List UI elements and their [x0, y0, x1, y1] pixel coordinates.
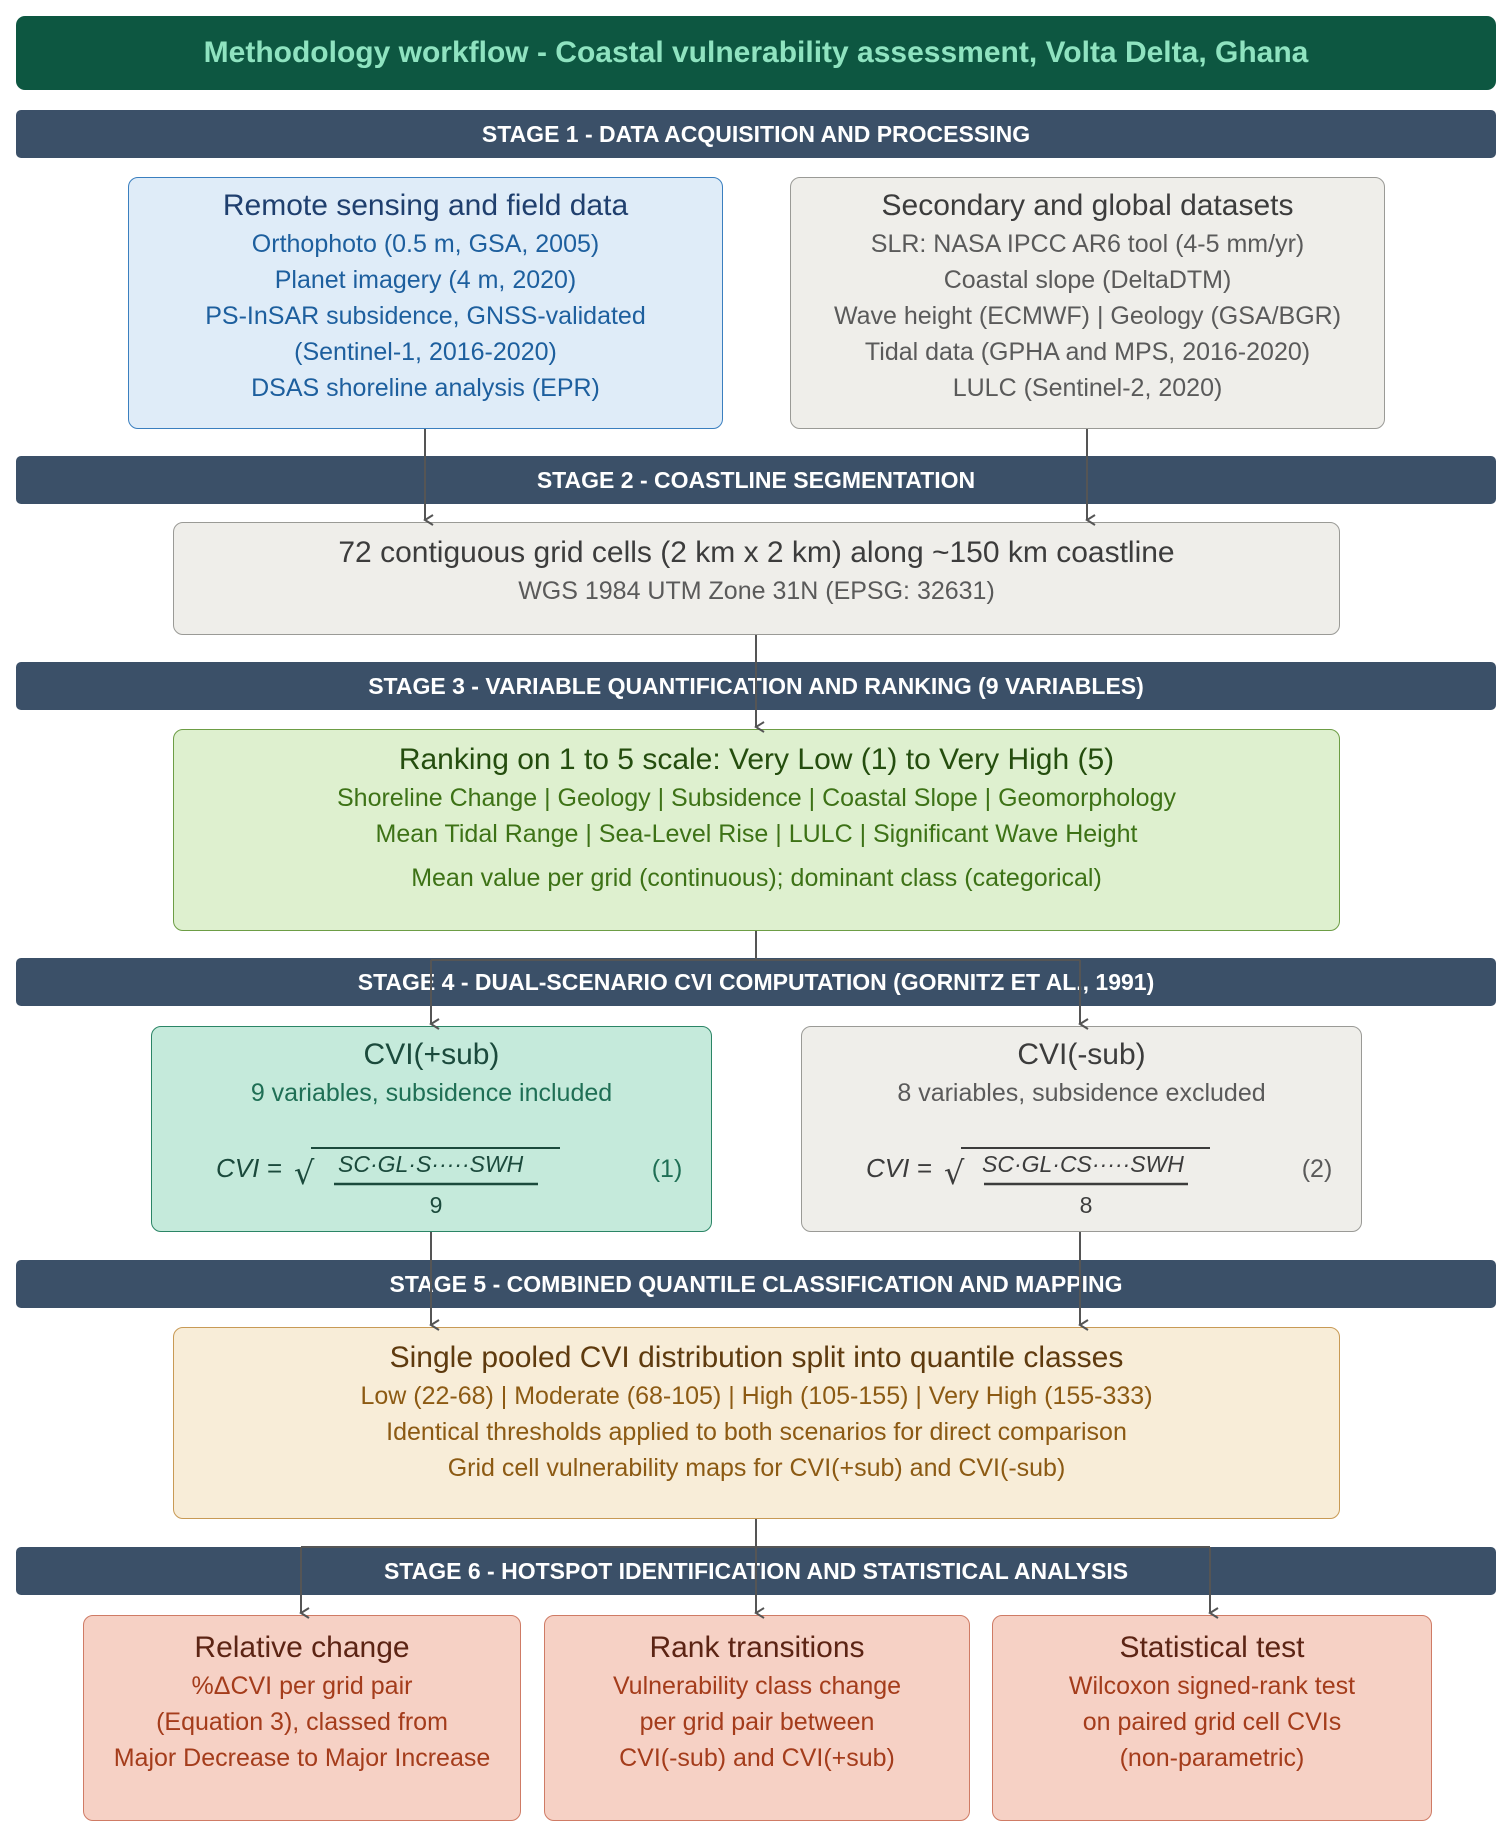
remote-sensing-title: Remote sensing and field data	[222, 189, 629, 222]
stage-6-bar: STAGE 6 - HOTSPOT IDENTIFICATION AND STATISTICAL ANALYSIS	[16, 1547, 1496, 1595]
cvi-plus-eq-number: (1)	[651, 1155, 683, 1183]
stage-2-bar: STAGE 2 - COASTLINE SEGMENTATION	[16, 456, 1496, 504]
ranking-variables-line-2: Mean Tidal Range | Sea-Level Rise | LULC | Significant Wave Height	[375, 820, 1138, 848]
remote-line-2: Planet imagery (4 m, 2020)	[274, 266, 577, 294]
quantile-title: Single pooled CVI distribution split into quantile classes	[389, 1341, 1124, 1374]
cvi-minus-subtitle: 8 variables, subsidence excluded	[897, 1079, 1266, 1107]
stage-1-bar: STAGE 1 - DATA ACQUISITION AND PROCESSING	[16, 110, 1496, 158]
rank-transitions-title: Rank transitions	[649, 1631, 865, 1664]
rank-transitions-line-2: per grid pair between	[639, 1708, 875, 1736]
rank-transitions-line-1: Vulnerability class change	[612, 1672, 902, 1700]
cvi-minus-numerator: SC·GL·CS·····SWH	[982, 1151, 1184, 1177]
relative-change-title: Relative change	[194, 1631, 410, 1664]
ranking-title: Ranking on 1 to 5 scale: Very Low (1) to Very High (5)	[398, 743, 1115, 776]
grid-subtitle: WGS 1984 UTM Zone 31N (EPSG: 32631)	[518, 577, 995, 605]
remote-line-5: DSAS shoreline analysis (EPR)	[251, 374, 600, 402]
stage-4-bar: STAGE 4 - DUAL-SCENARIO CVI COMPUTATION (GORNITZ ET AL., 1991)	[16, 958, 1496, 1006]
relative-change-line-2: (Equation 3), classed from	[156, 1708, 448, 1736]
secondary-line-5: LULC (Sentinel-2, 2020)	[952, 374, 1223, 402]
cvi-plus-subtitle: 9 variables, subsidence included	[250, 1079, 613, 1107]
rank-transitions-line-3: CVI(-sub) and CVI(+sub)	[619, 1744, 895, 1772]
relative-change-line-3: Major Decrease to Major Increase	[113, 1744, 491, 1772]
remote-line-4: (Sentinel-1, 2016-2020)	[294, 338, 557, 366]
stage-5-bar: STAGE 5 - COMBINED QUANTILE CLASSIFICATION AND MAPPING	[16, 1260, 1496, 1308]
cvi-minus-eq-number: (2)	[1301, 1155, 1333, 1183]
secondary-line-4: Tidal data (GPHA and MPS, 2016-2020)	[864, 338, 1311, 366]
cvi-plus-numerator: SC·GL·S·····SWH	[338, 1151, 524, 1177]
cvi-plus-denominator: 9	[429, 1192, 443, 1218]
sqrt-sign: √	[294, 1154, 315, 1192]
secondary-line-1: SLR: NASA IPCC AR6 tool (4-5 mm/yr)	[870, 230, 1305, 258]
cvi-minus-lhs: CVI =	[866, 1153, 932, 1183]
statistical-test-line-1: Wilcoxon signed-rank test	[1068, 1672, 1356, 1700]
remote-line-3: PS-InSAR subsidence, GNSS-validated	[205, 302, 646, 330]
secondary-line-3: Wave height (ECMWF) | Geology (GSA/BGR)	[833, 302, 1342, 330]
secondary-title: Secondary and global datasets	[881, 189, 1294, 222]
cvi-minus-title: CVI(-sub)	[1017, 1038, 1146, 1071]
remote-line-1: Orthophoto (0.5 m, GSA, 2005)	[251, 230, 600, 258]
quantile-classes: Low (22-68) | Moderate (68-105) | High (105-155) | Very High (155-333)	[360, 1382, 1153, 1410]
quantile-maps-note: Grid cell vulnerability maps for CVI(+sub) and CVI(-sub)	[447, 1454, 1066, 1482]
relative-change-line-1: %ΔCVI per grid pair	[191, 1672, 413, 1700]
statistical-test-line-2: on paired grid cell CVIs	[1082, 1708, 1342, 1736]
sqrt-sign: √	[944, 1154, 965, 1192]
stage-3-bar: STAGE 3 - VARIABLE QUANTIFICATION AND RANKING (9 VARIABLES)	[16, 662, 1496, 710]
ranking-variables-line-1: Shoreline Change | Geology | Subsidence | Coastal Slope | Geomorphology	[337, 784, 1176, 812]
ranking-note: Mean value per grid (continuous); dominant class (categorical)	[411, 864, 1102, 892]
statistical-test-line-3: (non-parametric)	[1119, 1744, 1305, 1772]
statistical-test-title: Statistical test	[1119, 1631, 1305, 1664]
secondary-line-2: Coastal slope (DeltaDTM)	[943, 266, 1232, 294]
page-title: Methodology workflow - Coastal vulnerability assessment, Volta Delta, Ghana	[16, 16, 1496, 90]
grid-title: 72 contiguous grid cells (2 km x 2 km) along ~150 km coastline	[338, 536, 1175, 569]
cvi-minus-denominator: 8	[1079, 1192, 1093, 1218]
quantile-thresholds-note: Identical thresholds applied to both scenarios for direct comparison	[386, 1418, 1127, 1446]
cvi-plus-lhs: CVI =	[216, 1153, 282, 1183]
cvi-plus-title: CVI(+sub)	[363, 1038, 500, 1071]
